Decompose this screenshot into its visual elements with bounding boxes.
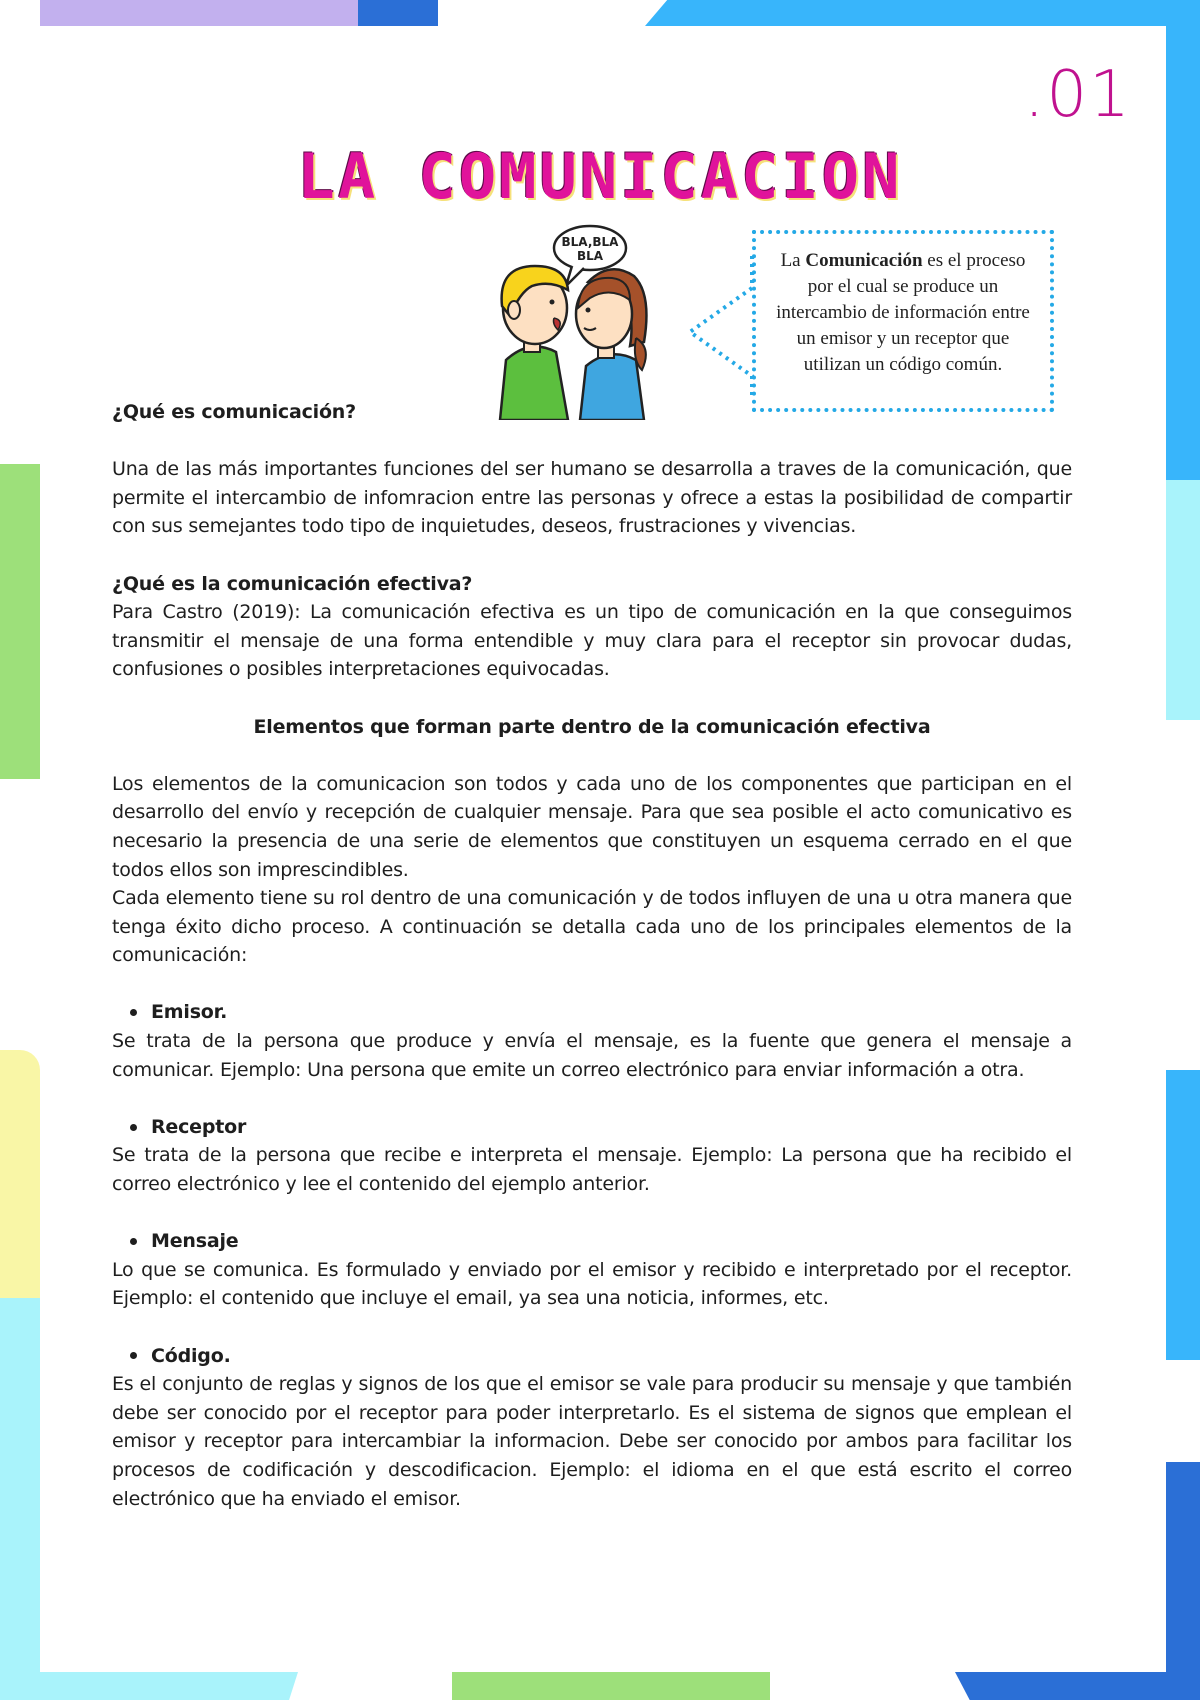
boy-icon: [500, 266, 568, 420]
page-title: LA COMUNICACION: [297, 140, 903, 213]
list-item-emisor: [112, 998, 1072, 1027]
bottom-blue-band: [955, 1672, 1200, 1700]
page-number: .01: [1024, 58, 1132, 132]
list-item-label: Emisor.: [151, 1001, 228, 1024]
left-green-bar: [0, 464, 40, 779]
elements-intro-1: Los elementos de la comunicacion son todos y cada uno de los componentes que participan en el desarrollo del envío y recepción de cualquier mensaje. Para que sea posible el acto comunicativo es necesario la presencia de una serie de elementos que constituyen un esquema cerrado en el que todos ellos son imprescindibles.: [112, 772, 1072, 881]
bottom-green-bar: [452, 1672, 770, 1700]
left-cyan-bar: [0, 1298, 40, 1700]
list-item-codigo: [112, 1342, 1072, 1371]
list-item-mensaje: [112, 1227, 1072, 1256]
right-blue-band: [1166, 0, 1200, 490]
list-item-text: Se trata de la persona que recibe e interpreta el mensaje. Ejemplo: La persona que ha recibido el correo electrónico y lee el contenido del ejemplo anterior.: [112, 1144, 1072, 1196]
bullet-icon: [130, 1352, 137, 1359]
list-item-label: Receptor: [151, 1115, 247, 1138]
question-1-body: Una de las más importantes funciones del ser humano se desarrolla a traves de la comunicación, que permite el intercambio de infomracion entre las personas y ofrece a estas la posibilidad de compartir con sus semejantes todo tipo de inquietudes, deseos, frustraciones y vivencias.: [112, 458, 1072, 538]
bottom-cyan-band: [0, 1672, 298, 1700]
top-right-blue-band: [645, 0, 1200, 26]
left-yellow-bar: [0, 1050, 40, 1300]
elements-heading: Elementos que forman parte dentro de la comunicación efectiva: [253, 715, 931, 738]
list-item-text: Es el conjunto de reglas y signos de los que el emisor se vale para producir su mensaje y que también debe ser conocido por el receptor para poder interpretarlo. Es el sistema de signos que emplean el emisor y receptor para intercambiar la informacion. Debe ser conocido por ambos para facilitar los procesos de codificación y descodificacion. Ejemplo: el idioma en el que está escrito el correo electrónico que ha enviado el emisor.: [112, 1373, 1072, 1510]
bullet-icon: [130, 1238, 137, 1245]
list-item-text: Lo que se comunica. Es formulado y enviado por el emisor y recibido e interpretado por el receptor. Ejemplo: el contenido que incluye el email, ya sea una noticia, informes, etc.: [112, 1258, 1072, 1310]
definition-prefix: La: [780, 250, 806, 271]
list-item-label: Mensaje: [151, 1230, 239, 1253]
question-2-heading: ¿Qué es la comunicación efectiva?: [112, 572, 473, 595]
definition-rest: es el proceso por el cual se produce un intercambio de información entre un emisor y un receptor que utilizan un código común.: [776, 250, 1030, 375]
definition-term: Comunicación: [805, 250, 923, 271]
top-lavender-bar: [40, 0, 358, 26]
bullet-icon: [130, 1124, 137, 1131]
list-item-receptor: [112, 1113, 1072, 1142]
right-blue-tab: [1166, 1070, 1200, 1360]
speech-bubble-line-1: BLA,BLA: [561, 235, 619, 249]
question-1-heading: ¿Qué es comunicación?: [112, 401, 356, 423]
list-item-label: Código.: [151, 1344, 231, 1367]
question-2-body: Para Castro (2019): La comunicación efectiva es un tipo de comunicación en la que conseguimos transmitir el mensaje de una forma entendible y muy clara para el receptor sin provocar dudas, confusiones o posibles interpretaciones equivocadas.: [112, 601, 1072, 681]
right-dark-blue-corner: [1166, 1462, 1200, 1700]
definition-box: [752, 230, 1054, 412]
speech-bubble-line-2: BLA: [576, 249, 604, 263]
right-cyan-band: [1166, 480, 1200, 720]
elements-intro-2: Cada elemento tiene su rol dentro de una comunicación y de todos influyen de una u otra manera que tenga éxito dicho proceso. A continuación se detalla cada uno de los principales elementos de la comunicación:: [112, 887, 1072, 967]
main-content: [112, 398, 1072, 1513]
arrow-icon: [690, 256, 752, 400]
bullet-icon: [130, 1009, 137, 1016]
list-item-text: Se trata de la persona que produce y envía el mensaje, es la fuente que genera el mensaje a comunicar. Ejemplo: Una persona que emite un correo electrónico para enviar información a otra.: [112, 1030, 1072, 1081]
top-blue-bar: [358, 0, 438, 26]
